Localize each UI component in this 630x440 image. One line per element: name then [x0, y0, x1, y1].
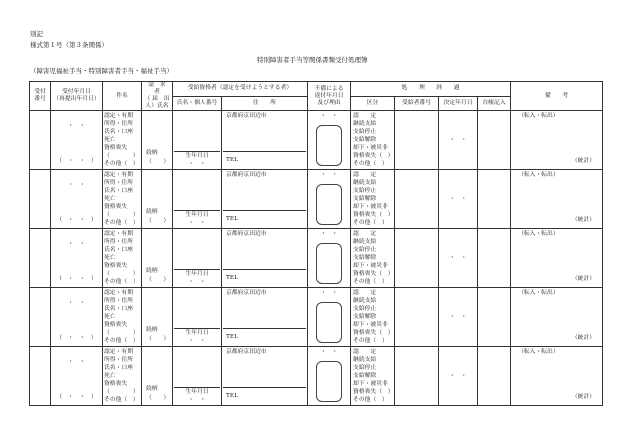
- uketsuke-no-cell[interactable]: [30, 288, 51, 347]
- jusho-cell[interactable]: [222, 229, 308, 288]
- kettei-date-cell[interactable]: [439, 111, 478, 170]
- uketsuke-no-cell[interactable]: [30, 229, 51, 288]
- kubun-item: 認 定: [353, 113, 377, 120]
- uketsuke-no-cell[interactable]: [30, 111, 51, 170]
- relation-paren: （ ）: [146, 218, 170, 224]
- birth-label: 生年月日: [185, 330, 209, 336]
- address-text: 京都府京田辺市: [226, 349, 267, 355]
- tel-label: TEL: [226, 157, 238, 163]
- kubun-item: 支給停止: [353, 188, 377, 195]
- kenmei-item: 氏名・口座: [104, 365, 133, 372]
- relation-label: 続柄: [146, 150, 158, 156]
- col-jusho: 住 所: [222, 96, 308, 111]
- jukyusha-no-cell[interactable]: [395, 288, 439, 347]
- kenmei-item: 資格喪失: [104, 380, 128, 387]
- jusho-cell[interactable]: [222, 111, 308, 170]
- kenmei-item: 氏名・口座: [104, 188, 133, 195]
- date-dots: ・ ・: [67, 300, 86, 306]
- kenmei-item: 氏名・口座: [104, 129, 133, 136]
- redate: （ ・ ・ ）: [56, 335, 97, 341]
- kenmei-item: 認定・有期: [104, 290, 133, 297]
- relation-label: 続柄: [146, 386, 158, 392]
- shimei-cell[interactable]: [173, 170, 222, 229]
- kenmei-cell[interactable]: [103, 288, 142, 347]
- col-uketsuke-date: 受付年月日 （再提出年月日）: [51, 82, 103, 111]
- tel-label: TEL: [226, 216, 238, 222]
- biko-bottom: （統計）: [571, 394, 596, 400]
- kubun-item: 支給解除: [353, 373, 377, 380]
- kubun-item: 支給解除: [353, 255, 377, 262]
- reason-bracket: [316, 302, 342, 343]
- birth-label: 生年月日: [185, 153, 209, 159]
- relation-paren: （ ）: [146, 395, 170, 401]
- kenmei-cell[interactable]: [103, 111, 142, 170]
- jusho-cell[interactable]: [222, 347, 308, 406]
- table-row: [30, 288, 603, 347]
- kenmei-item: 死亡: [104, 314, 116, 321]
- kubun-item: 却下・被災非: [353, 262, 388, 269]
- kenmei-item: 所得・住所: [104, 357, 133, 364]
- kenmei-item: その他（ ）: [104, 278, 139, 285]
- col-shori-keika: 処 理 経 過: [351, 82, 511, 97]
- fubi-cell[interactable]: [308, 111, 351, 170]
- birth-label: 生年月日: [185, 271, 209, 277]
- fubi-dots: ・ ・: [320, 231, 338, 237]
- redate: （ ・ ・ ）: [56, 217, 97, 223]
- shimei-cell[interactable]: [173, 229, 222, 288]
- biko-bottom: （統計）: [571, 217, 596, 223]
- redate: （ ・ ・ ）: [56, 394, 97, 400]
- kenmei-item: 認定・有期: [104, 113, 133, 120]
- kenmei-item: （ ）: [104, 211, 139, 218]
- kenmei-item: （ ）: [104, 270, 139, 277]
- kubun-item: その他（ ）: [353, 396, 388, 403]
- seikyusha-cell[interactable]: [142, 170, 173, 229]
- kubun-item: 却下・被災非: [353, 321, 388, 328]
- uketsuke-date-cell[interactable]: [51, 111, 103, 170]
- kenmei-item: 死亡: [104, 255, 116, 262]
- kubun-item: その他（ ）: [353, 337, 388, 344]
- kettei-date-cell[interactable]: [439, 347, 478, 406]
- tel-label: TEL: [226, 393, 238, 399]
- jukyusha-no-cell[interactable]: [395, 229, 439, 288]
- tel-label: TEL: [226, 334, 238, 340]
- birth-dots: ・ ・: [188, 397, 206, 403]
- kubun-cell[interactable]: [351, 347, 395, 406]
- kettei-dots: ・ ・: [449, 314, 467, 320]
- shimei-cell[interactable]: [173, 288, 222, 347]
- form-number: 様式第１号（第３条関係）: [30, 41, 108, 49]
- kubun-item: 支給解除: [353, 196, 377, 203]
- address-text: 京都府京田辺市: [226, 231, 267, 237]
- kubun-item: 資格喪失（ ）: [353, 388, 394, 395]
- reason-bracket: [316, 361, 342, 402]
- uketsuke-date-cell[interactable]: [51, 288, 103, 347]
- kubun-item: 支給停止: [353, 129, 377, 136]
- kettei-dots: ・ ・: [449, 196, 467, 202]
- kubun-item: 支給停止: [353, 247, 377, 254]
- address-text: 京都府京田辺市: [226, 290, 267, 296]
- kubun-cell[interactable]: [351, 170, 395, 229]
- kubun-cell[interactable]: [351, 229, 395, 288]
- kenmei-item: （ ）: [104, 329, 139, 336]
- page-subtitle: （障害児福祉手当・特別障害者手当・福祉手当）: [30, 67, 173, 75]
- kettei-dots: ・ ・: [449, 137, 467, 143]
- col-kettei-date: 決定年月日: [439, 96, 478, 111]
- kubun-cell[interactable]: [351, 288, 395, 347]
- redate: （ ・ ・ ）: [56, 158, 97, 164]
- table-row: [30, 111, 603, 170]
- uketsuke-date-cell[interactable]: [51, 229, 103, 288]
- biko-cell[interactable]: [511, 229, 603, 288]
- col-kenmei: 件名: [103, 82, 142, 111]
- birth-label: 生年月日: [185, 389, 209, 395]
- kubun-item: その他（ ）: [353, 278, 388, 285]
- kettei-dots: ・ ・: [449, 255, 467, 261]
- fubi-cell[interactable]: [308, 347, 351, 406]
- daicho-cell[interactable]: [478, 170, 511, 229]
- kenmei-item: その他（ ）: [104, 160, 139, 167]
- kenmei-item: その他（ ）: [104, 396, 139, 403]
- fubi-dots: ・ ・: [320, 349, 338, 355]
- biko-cell[interactable]: [511, 288, 603, 347]
- biko-cell[interactable]: [511, 347, 603, 406]
- biko-cell[interactable]: [511, 170, 603, 229]
- kenmei-item: 氏名・口座: [104, 247, 133, 254]
- relation-paren: （ ）: [146, 159, 170, 165]
- kubun-item: 認 定: [353, 231, 377, 238]
- kubun-item: 継続支給: [353, 298, 377, 305]
- kubun-item: 資格喪失（ ）: [353, 270, 394, 277]
- seikyusha-cell[interactable]: [142, 111, 173, 170]
- kubun-item: 資格喪失（ ）: [353, 152, 394, 159]
- jukyusha-no-cell[interactable]: [395, 170, 439, 229]
- uketsuke-date-cell[interactable]: [51, 170, 103, 229]
- table-row: [30, 229, 603, 288]
- kenmei-item: 所得・住所: [104, 239, 133, 246]
- col-biko: 備 考: [511, 82, 603, 111]
- col-jukyu-shikaku: 受給資格者（認定を受けようとする者）: [173, 82, 308, 97]
- col-kubun: 区分: [351, 96, 395, 111]
- besshi-label: 別記: [30, 30, 43, 38]
- biko-cell[interactable]: [511, 111, 603, 170]
- uketsuke-no-cell[interactable]: [30, 170, 51, 229]
- col-seikyusha: 請 求 者 （ 届 出 人）氏名: [142, 82, 173, 111]
- kubun-item: その他（ ）: [353, 219, 388, 226]
- kubun-item: 継続支給: [353, 239, 377, 246]
- seikyusha-cell[interactable]: [142, 288, 173, 347]
- biko-bottom: （統計）: [571, 335, 596, 341]
- reason-bracket: [316, 125, 342, 166]
- kubun-item: 支給解除: [353, 137, 377, 144]
- relation-paren: （ ）: [146, 336, 170, 342]
- tel-label: TEL: [226, 275, 238, 281]
- biko-top: （転入・転出）: [518, 290, 559, 296]
- date-dots: ・ ・: [67, 241, 86, 247]
- date-dots: ・ ・: [67, 359, 86, 365]
- kubun-item: 却下・被災非: [353, 144, 388, 151]
- kenmei-cell[interactable]: [103, 229, 142, 288]
- kenmei-item: 資格喪失: [104, 321, 128, 328]
- kubun-item: 却下・被災非: [353, 203, 388, 210]
- relation-label: 続柄: [146, 268, 158, 274]
- fubi-cell[interactable]: [308, 229, 351, 288]
- kenmei-item: 所得・住所: [104, 180, 133, 187]
- jukyusha-no-cell[interactable]: [395, 111, 439, 170]
- kubun-item: 継続支給: [353, 121, 377, 128]
- kenmei-cell[interactable]: [103, 170, 142, 229]
- table-row: [30, 347, 603, 406]
- kenmei-item: （ ）: [104, 388, 139, 395]
- kubun-cell[interactable]: [351, 111, 395, 170]
- fubi-dots: ・ ・: [320, 113, 338, 119]
- birth-dots: ・ ・: [188, 220, 206, 226]
- fubi-cell[interactable]: [308, 288, 351, 347]
- shimei-cell[interactable]: [173, 111, 222, 170]
- birth-dots: ・ ・: [188, 161, 206, 167]
- daicho-cell[interactable]: [478, 111, 511, 170]
- kenmei-item: 認定・有期: [104, 231, 133, 238]
- relation-label: 続柄: [146, 209, 158, 215]
- kenmei-item: 資格喪失: [104, 262, 128, 269]
- jusho-cell[interactable]: [222, 170, 308, 229]
- biko-bottom: （統計）: [571, 276, 596, 282]
- kenmei-item: 死亡: [104, 196, 116, 203]
- kubun-item: 継続支給: [353, 180, 377, 187]
- kenmei-item: （ ）: [104, 152, 139, 159]
- kettei-date-cell[interactable]: [439, 229, 478, 288]
- biko-top: （転入・転出）: [518, 231, 559, 237]
- kubun-item: 支給解除: [353, 314, 377, 321]
- address-text: 京都府京田辺市: [226, 113, 267, 119]
- kenmei-item: 認定・有期: [104, 172, 133, 179]
- relation-paren: （ ）: [146, 277, 170, 283]
- col-daicho: 台帳記入: [478, 96, 511, 111]
- birth-label: 生年月日: [185, 212, 209, 218]
- seikyusha-cell[interactable]: [142, 347, 173, 406]
- kubun-item: 認 定: [353, 172, 377, 179]
- kubun-item: その他（ ）: [353, 160, 388, 167]
- birth-dots: ・ ・: [188, 279, 206, 285]
- col-fubi: 不備による 返付年月日 及び理由: [308, 82, 351, 111]
- kenmei-item: その他（ ）: [104, 219, 139, 226]
- kenmei-item: 資格喪失: [104, 203, 128, 210]
- kubun-item: 認 定: [353, 349, 377, 356]
- jukyusha-no-cell[interactable]: [395, 347, 439, 406]
- kenmei-item: その他（ ）: [104, 337, 139, 344]
- date-dots: ・ ・: [67, 182, 86, 188]
- uketsuke-date-cell[interactable]: [51, 347, 103, 406]
- kubun-item: 支給停止: [353, 306, 377, 313]
- kettei-date-cell[interactable]: [439, 288, 478, 347]
- kenmei-item: 認定・有期: [104, 349, 133, 356]
- kenmei-item: 所得・住所: [104, 121, 133, 128]
- daicho-cell[interactable]: [478, 229, 511, 288]
- kettei-dots: ・ ・: [449, 373, 467, 379]
- kenmei-item: 氏名・口座: [104, 306, 133, 313]
- address-text: 京都府京田辺市: [226, 172, 267, 178]
- kettei-date-cell[interactable]: [439, 170, 478, 229]
- col-jukyusha-no: 受給者番号: [395, 96, 439, 111]
- biko-bottom: （統計）: [571, 158, 596, 164]
- biko-top: （転入・転出）: [518, 172, 559, 178]
- kubun-item: 支給停止: [353, 365, 377, 372]
- col-uketsuke-no: 受付 番号: [30, 82, 51, 111]
- fubi-dots: ・ ・: [320, 290, 338, 296]
- redate: （ ・ ・ ）: [56, 276, 97, 282]
- kubun-item: 却下・被災非: [353, 380, 388, 387]
- kubun-item: 継続支給: [353, 357, 377, 364]
- kenmei-item: 資格喪失: [104, 144, 128, 151]
- biko-top: （転入・転出）: [518, 113, 559, 119]
- kenmei-item: 死亡: [104, 137, 116, 144]
- reason-bracket: [316, 184, 342, 225]
- uketsuke-no-cell[interactable]: [30, 347, 51, 406]
- fubi-dots: ・ ・: [320, 172, 338, 178]
- kubun-item: 資格喪失（ ）: [353, 329, 394, 336]
- fubi-cell[interactable]: [308, 170, 351, 229]
- kubun-item: 認 定: [353, 290, 377, 297]
- reason-bracket: [316, 243, 342, 284]
- jusho-cell[interactable]: [222, 288, 308, 347]
- kenmei-cell[interactable]: [103, 347, 142, 406]
- biko-top: （転入・転出）: [518, 349, 559, 355]
- daicho-cell[interactable]: [478, 347, 511, 406]
- birth-dots: ・ ・: [188, 338, 206, 344]
- seikyusha-cell[interactable]: [142, 229, 173, 288]
- kenmei-item: 死亡: [104, 373, 116, 380]
- kenmei-item: 所得・住所: [104, 298, 133, 305]
- table-row: [30, 170, 603, 229]
- col-shimei: 氏名・個人番号: [173, 96, 222, 111]
- register-table: [29, 81, 603, 406]
- shimei-cell[interactable]: [173, 347, 222, 406]
- relation-label: 続柄: [146, 327, 158, 333]
- daicho-cell[interactable]: [478, 288, 511, 347]
- kubun-item: 資格喪失（ ）: [353, 211, 394, 218]
- date-dots: ・ ・: [67, 123, 86, 129]
- page-title: 特別障害者手当等関係書類受付処理簿: [257, 56, 368, 64]
